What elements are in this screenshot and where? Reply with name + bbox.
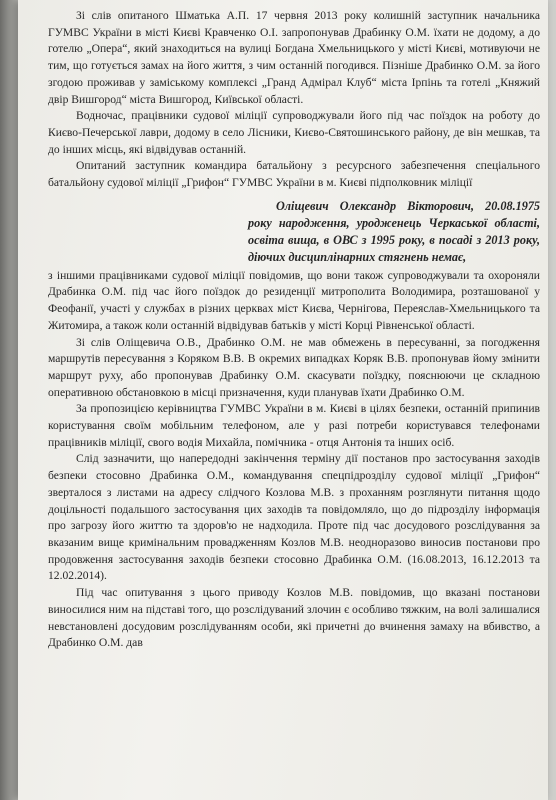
paragraph-6: За пропозицією керівництва ГУМВС України в м. Києві в цілях безпеки, останній припинив користування своїм мобільним телефоном, але у разі потреби користувався телефонами працівників міліції, свого водія Михайла, помічника - отця Антонія та інших осіб. (48, 402, 540, 449)
person-name: Оліщевич Олександр Вікторович, 20.08.1975 року народження, уродженець Черкаської області, освіта вища, в ОВС з 1995 року, в посаді з 2013 року, діючих дисциплінарних стягнень немає, (248, 198, 540, 264)
document-page (18, 0, 548, 800)
paragraph-1: Зі слів опитаного Шматька А.П. 17 червня 2013 року колишній заступник начальника ГУМВС України в місті Києві Кравченко О.І. запропонував Драбинку О.М. їхати не додому, а до готелю „Опера“, який знаходиться на вулиці Богдана Хмельницького у місті Києві, мотивуючи не тим, що готується замах на його життя, з чим останній погодився. Пізніше Драбинко О.М. за його згодою проживав у заміському комплексі „Гранд Адмірал Клуб“ міста Ірпінь та готелі „Княжий двір Вишгород“ міста Вишгород, Київської області. (48, 9, 540, 106)
document-body (48, 8, 540, 652)
person-bio (248, 198, 540, 266)
paragraph-2: Водночас, працівники судової міліції супроводжували його під час поїздок на роботу до Києво-Печерської лаври, додому в село Лісники, Києво-Святошинського району, де він мешкав, та до інших місць, які відвідував останній. (48, 109, 540, 156)
scan-shadow-edge (0, 0, 18, 800)
paragraph-8: Під час опитування з цього приводу Козлов М.В. повідомив, що вказані постанови виносилися ним на підставі того, що розслідуваний злочин є особливо тяжким, на волі залишалися невстановлені досудовим розслідуванням особи, які причетні до вчинення замаху на вбивство, а Драбинко О.М. дав (48, 586, 540, 650)
paragraph-3: Опитаний заступник командира батальйону з ресурсного забезпечення спеціального батальйону судової міліції „Грифон“ ГУМВС України в м. Києві підполковник міліції (48, 159, 540, 190)
paragraph-4: з іншими працівниками судової міліції повідомив, що вони також супроводжували та охороняли Драбинка О.М. під час його поїздок до резиденції митрополита Володимира, розташованої у Феофанії, участі у службах в різних церквах міст Києва, Чернігова, Переяслав-Хмельницького та Житомира, а також коли останній відвідував батьків у місті Корці Рівненської області. (48, 268, 540, 332)
paragraph-7: Слід зазначити, що напередодні закінчення терміну дії постанов про застосування заходів безпеки стосовно Драбинка О.М., командування спецпідрозділу судової міліції „Грифон“ зверталося з листами на адресу слідчого Козлова М.В. з проханням розглянути питання щодо доцільності подальшого застосування цих заходів та повідомляло, що до підрозділу інформація про загрозу його життю та здоров'ю не надходила. Проте під час досудового розслідування за вказаним вище кримінальним провадженням Козлов М.В. неодноразово виносив постанови про продовження застосування заходів безпеки стосовно Драбинка О.М. (16.08.2013, 16.12.2013 та 12.02.2014). (48, 452, 540, 583)
paragraph-5: Зі слів Оліщевича О.В., Драбинко О.М. не мав обмежень в пересуванні, за погодження маршрутів пересування з Коряком В.В. В окремих випадках Коряк В.В. пропонував йому змінити маршрут руху, або пропонував Драбинку О.М. скасувати поїздку, пояснюючи це складною оперативною обстановкою в місці призначення, куди планував їхати Драбинко О.М. (48, 335, 540, 399)
person-details: 20.08.1975 року народження, уродженець Черкаської області, освіта вища, в ОВС з 1995 року, в посаді з 2013 року, діючих дисциплінарних стягнень немає, (248, 198, 540, 264)
